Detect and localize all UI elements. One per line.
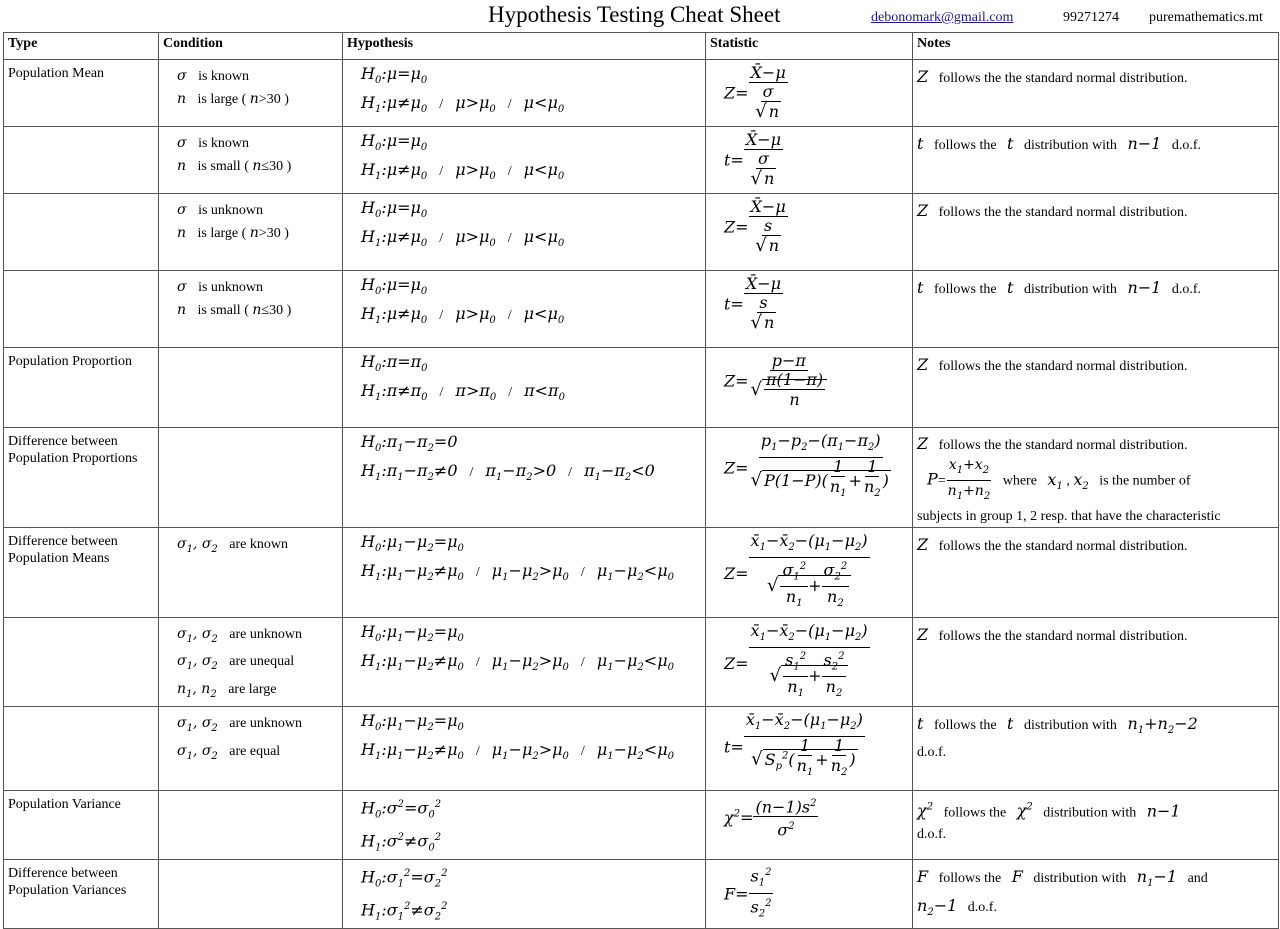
table-row [4,194,1279,271]
statistic-cell: t= $\frac{X̄-\mu}{\frac{\sigma}{√ n}}$ [706,127,913,194]
statistic-cell: t= $\frac{X̄-\mu}{\frac{s}{√ n}}$ [706,271,913,348]
table-row [4,348,1279,428]
condition-cell: σ is unknown n is large ( n>30 ) [159,194,343,271]
table-header-row [4,33,1279,60]
hypothesis-cell: $H_0:\mu_1-\mu_2=\mu_0$ $H_1:\mu_1-\mu_2\ne\mu_0 / \mu_1-\mu_2>\mu_0 / \mu_1-\mu_2<\mu_0$ [343,527,706,617]
statistic-cell: Z= $x̄_1-x̄_2-(\mu_1-\mu_2)$ √ $\frac{s_1^2}{n_1}$ + $\frac{s_2^2}{n_2}$ [706,617,913,706]
notes-cell: Z follows the the standard normal distribution. [913,60,1279,127]
cheat-sheet-table [3,32,1279,929]
hypothesis-cell: $H_0:\mu=\mu_0$ $H_1:\mu\ne\mu_0 / \mu>\mu_0 / \mu<\mu_0$ [343,194,706,271]
condition-cell: σ is known n is small ( n≤30 ) [159,127,343,194]
table-row [4,60,1279,127]
table-row [4,860,1279,929]
website: puremathematics.mt [1149,10,1263,25]
hypothesis-cell: $H_0:\mu_1-\mu_2=\mu_0$ $H_1:\mu_1-\mu_2\ne\mu_0 / \mu_1-\mu_2>\mu_0 / \mu_1-\mu_2<\mu_0$ [343,706,706,790]
notes-cell: Z follows the the standard normal distribution. [913,617,1279,706]
table-row [4,706,1279,790]
table-row [4,271,1279,348]
column-header-condition: Condition [159,33,343,60]
notes-cell: t follows the t distribution with $n_1+n_2-2$ d.o.f. [913,706,1279,790]
table-row [4,127,1279,194]
notes-cell: t follows the t distribution with n−1 d.o.f. [913,271,1279,348]
email-link[interactable]: debonomark@gmail.com [871,10,1014,25]
type-cell: Difference between Population Variances [4,860,159,929]
hypothesis-cell: $H_0:\pi_1-\pi_2=0$ $H_1:\pi_1-\pi_2\ne 0 / \pi_1-\pi_2>0 / \pi_1-\pi_2<0$ [343,428,706,528]
condition-cell: σ is known n is large ( n>30 ) [159,60,343,127]
notes-cell: Z follows the the standard normal distribution. [913,348,1279,428]
column-header-statistic: Statistic [706,33,913,60]
table-row [4,617,1279,706]
type-cell: Difference between Population Proportions [4,428,159,528]
notes-cell: Z follows the the standard normal distribution. P= $\frac{x_1+x_2}{n_1+n_2}$ where $x_1$ , $x_2$ is the number of subjects in group 1, 2 resp. that have the characteristic [913,428,1279,528]
column-header-type: Type [4,33,159,60]
statistic-cell: $\chi^2=$ $\frac{(n-1)s^2}{\sigma^2}$ [706,790,913,859]
type-cell: Population Mean [4,60,159,127]
notes-cell: Z follows the the standard normal distribution. [913,527,1279,617]
statistic-cell: Z= $p_1-p_2-(\pi_1-\pi_2)$ √ P(1−P)( $\frac{1}{n_1}$ + $\frac{1}{n_2}$ ) [706,428,913,528]
notes-cell: $\chi^2$ follows the $\chi^2$ distribution with n−1 d.o.f. [913,790,1279,859]
hypothesis-cell: $H_0:\mu=\mu_0$ $H_1:\mu\ne\mu_0 / \mu>\mu_0 / \mu<\mu_0$ [343,60,706,127]
type-cell: Population Variance [4,790,159,859]
column-header-hypothesis: Hypothesis [343,33,706,60]
hypothesis-cell: $H_0:\mu=\mu_0$ $H_1:\mu\ne\mu_0 / \mu>\mu_0 / \mu<\mu_0$ [343,271,706,348]
statistic-cell: t= $x̄_1-x̄_2-(\mu_1-\mu_2)$ √ $S_p^2$( $\frac{1}{n_1}$ + $\frac{1}{n_2}$ ) [706,706,913,790]
header [0,0,1280,32]
statistic-cell: Z= p−π √ $\frac{\pi(1-\pi)}{n}$ [706,348,913,428]
table-row [4,790,1279,859]
notes-cell: F follows the F distribution with $n_1-1$ and $n_2-1$ d.o.f. [913,860,1279,929]
notes-cell: Z follows the the standard normal distribution. [913,194,1279,271]
table-row [4,428,1279,528]
condition-cell: σ is unknown n is small ( n≤30 ) [159,271,343,348]
hypothesis-cell: $H_0:\pi=\pi_0$ $H_1:\pi\ne\pi_0 / \pi>\pi_0 / \pi<\pi_0$ [343,348,706,428]
condition-cell: $\sigma_1$, $\sigma_2$ are known [159,527,343,617]
hypothesis-cell: $H_0:\sigma_1^2=\sigma_2^2$ $H_1:\sigma_1^2\ne\sigma_2^2$ [343,860,706,929]
column-header-notes: Notes [913,33,1279,60]
hypothesis-cell: $H_0:\sigma^2=\sigma_0^2$ $H_1:\sigma^2\ne\sigma_0^2$ [343,790,706,859]
hypothesis-cell: $H_0:\mu=\mu_0$ $H_1:\mu\ne\mu_0 / \mu>\mu_0 / \mu<\mu_0$ [343,127,706,194]
hypothesis-cell: $H_0:\mu_1-\mu_2=\mu_0$ $H_1:\mu_1-\mu_2\ne\mu_0 / \mu_1-\mu_2>\mu_0 / \mu_1-\mu_2<\mu_0$ [343,617,706,706]
statistic-cell: Z= $\frac{X̄-\mu}{\frac{s}{√ n}}$ [706,194,913,271]
page-title: Hypothesis Testing Cheat Sheet [488,2,781,27]
notes-cell: t follows the t distribution with n−1 d.o.f. [913,127,1279,194]
phone-number: 99271274 [1063,10,1119,25]
statistic-cell: Z= $\frac{X̄-\mu}{\frac{\sigma}{√ n}}$ [706,60,913,127]
type-cell: Population Proportion [4,348,159,428]
statistic-cell: F= $\frac{s_1^2}{s_2^2}$ [706,860,913,929]
table-row [4,527,1279,617]
statistic-cell: Z= $x̄_1-x̄_2-(\mu_1-\mu_2)$ √ $\frac{\sigma_1^2}{n_1}$ + $\frac{\sigma_2^2}{n_2}$ [706,527,913,617]
type-cell: Difference between Population Means [4,527,159,617]
condition-cell: $\sigma_1$, $\sigma_2$ are unknown $\sigma_1$, $\sigma_2$ are unequal $n_1$, $n_2$ are large [159,617,343,706]
condition-cell: $\sigma_1$, $\sigma_2$ are unknown $\sigma_1$, $\sigma_2$ are equal [159,706,343,790]
